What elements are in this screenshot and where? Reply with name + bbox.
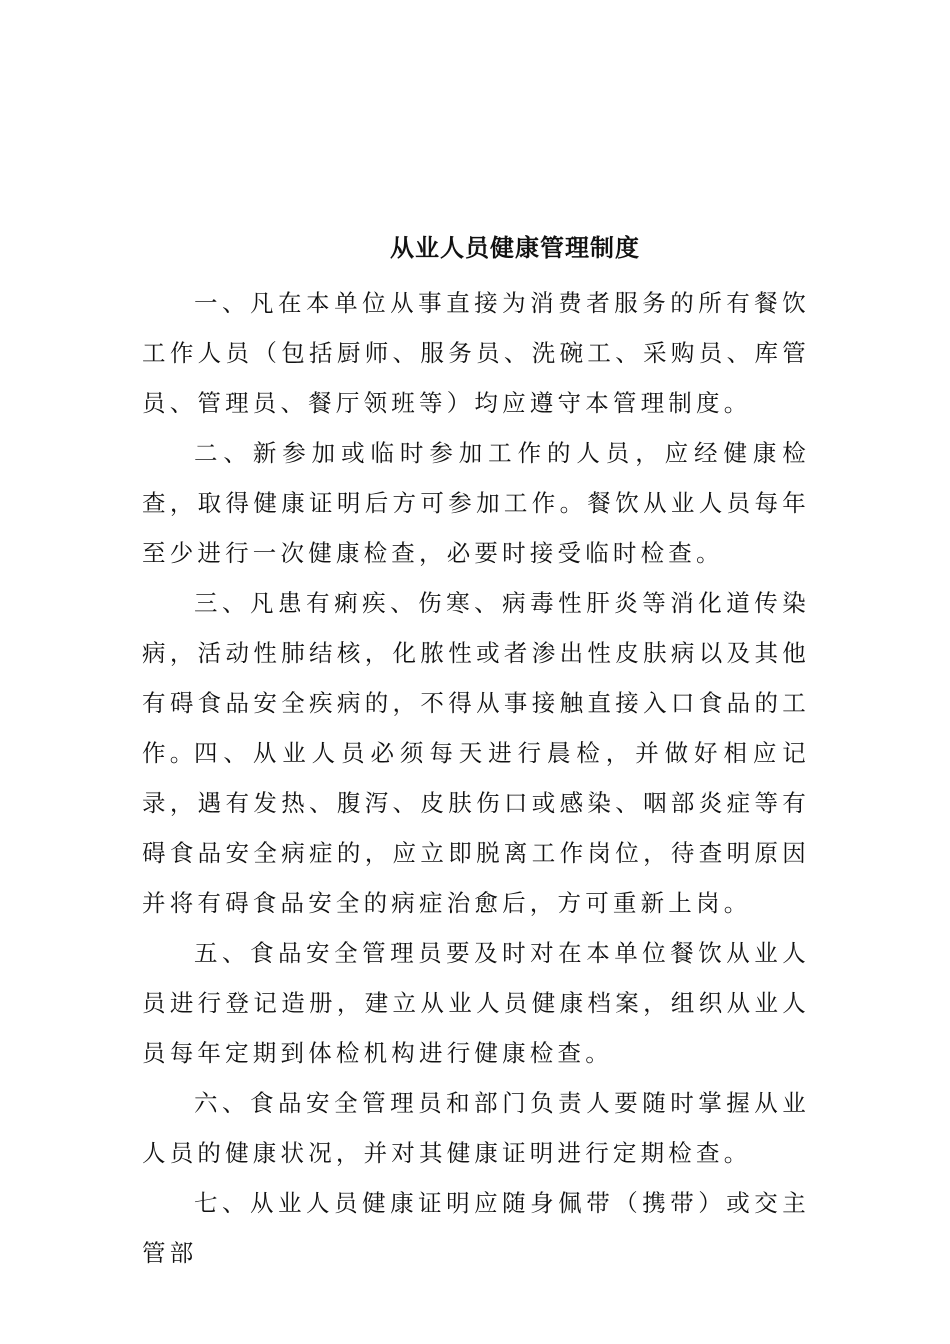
paragraph-2: 二、新参加或临时参加工作的人员，应经健康检查，取得健康证明后方可参加工作。餐饮从业人员每年至少进行一次健康检查，必要时接受临时检查。 (142, 439, 810, 567)
paragraph-5: 五、食品安全管理员要及时对在本单位餐饮从业人员进行登记造册，建立从业人员健康档案，组织从业人员每年定期到体检机构进行健康检查。 (142, 939, 810, 1067)
paragraph-3: 三、凡患有痢疾、伤寒、病毒性肝炎等消化道传染病，活动性肺结核，化脓性或者渗出性皮肤病以及其他有碍食品安全疾病的，不得从事接触直接入口食品的工作。 (142, 589, 810, 767)
paragraph-4: 四、从业人员必须每天进行晨检，并做好相应记录，遇有发热、腹泻、皮肤伤口或感染、咽部炎症等有碍食品安全病症的，应立即脱离工作岗位，待查明原因并将有碍食品安全的病症治愈后，方可重新上岗。 (142, 739, 810, 917)
paragraph-1: 一、凡在本单位从事直接为消费者服务的所有餐饮工作人员（包括厨师、服务员、洗碗工、采购员、库管员、管理员、餐厅领班等）均应遵守本管理制度。 (142, 289, 810, 417)
paragraph-6: 六、食品安全管理员和部门负责人要随时掌握从业人员的健康状况，并对其健康证明进行定期检查。 (142, 1089, 810, 1167)
paragraph-7: 七、从业人员健康证明应随身佩带（携带）或交主管部 (142, 1189, 810, 1267)
document-title: 从业人员健康管理制度 (390, 233, 640, 262)
